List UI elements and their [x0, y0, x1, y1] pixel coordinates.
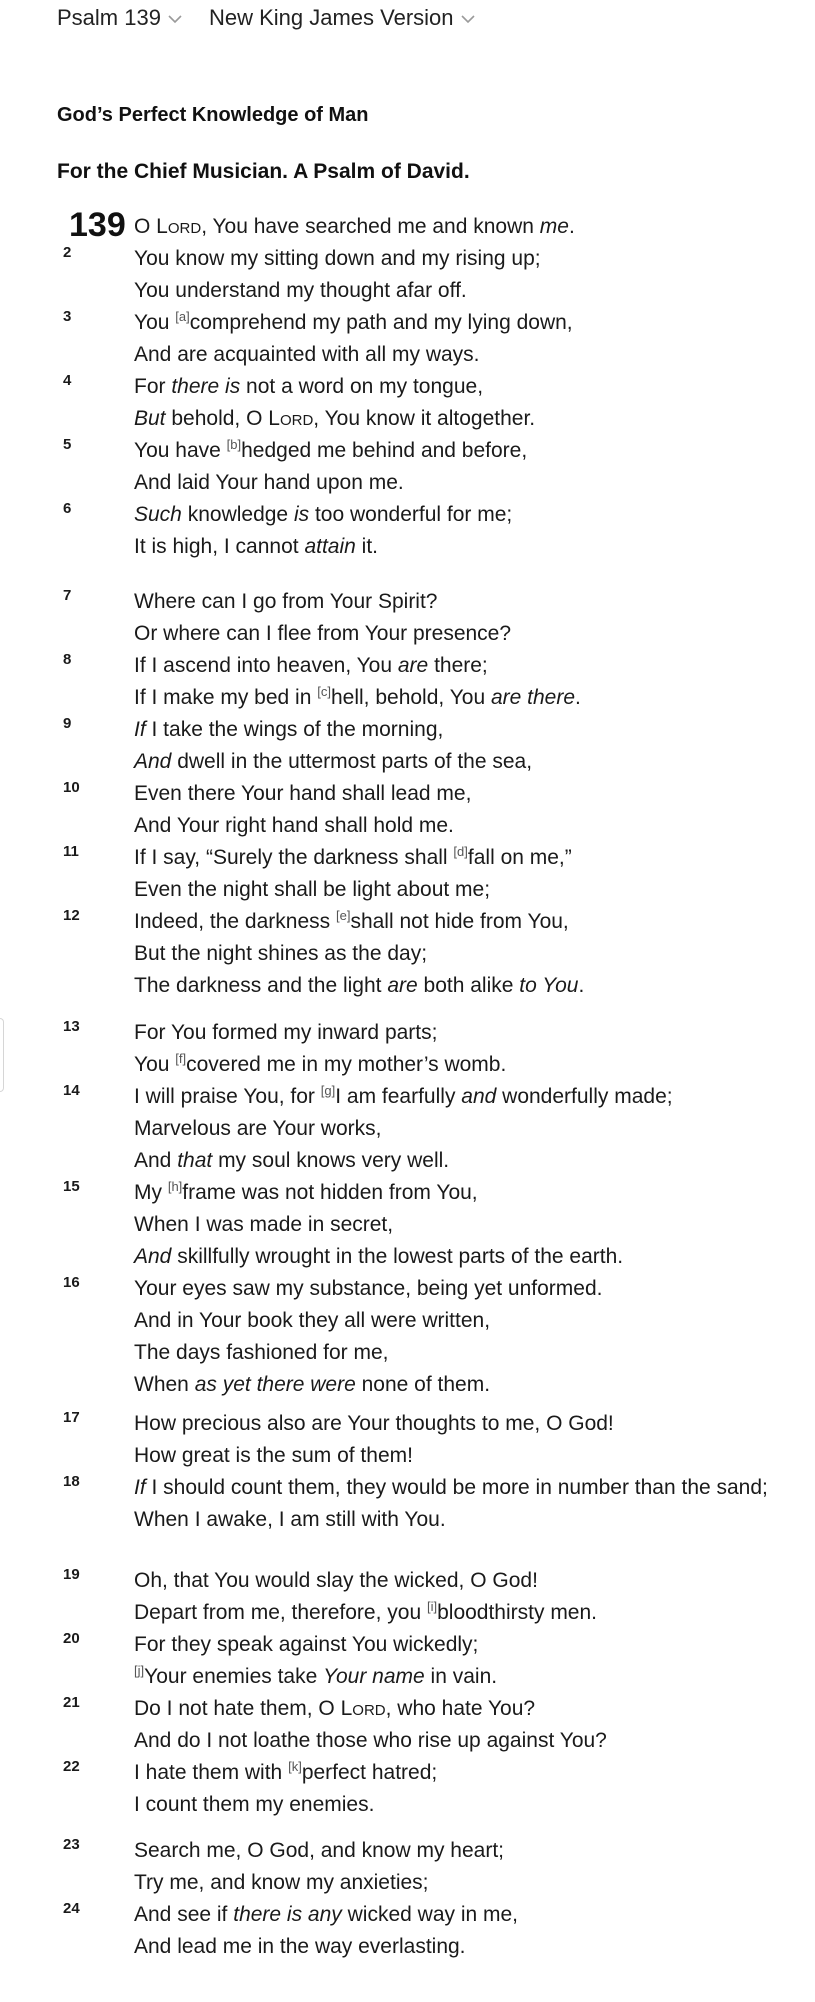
verse-number: 12 [63, 907, 80, 924]
verse-line: And see if there is any wicked way in me, [134, 1903, 519, 1926]
verse-line: And in Your book they all were written, [134, 1309, 491, 1332]
verse-line: Or where can I flee from Your presence? [134, 622, 512, 645]
footnote-link[interactable]: [j] [134, 1663, 145, 1678]
book-chapter-label: Psalm 139 [57, 5, 161, 30]
verse-number: 10 [63, 779, 80, 796]
verse-line: Indeed, the darkness [e]shall not hide from You, [134, 908, 569, 933]
version-label: New King James Version [208, 5, 454, 30]
verse-line: But behold, O Lord, You know it altogether. [134, 407, 536, 430]
side-panel-handle[interactable] [0, 1018, 4, 1092]
verse-number: 24 [63, 1900, 80, 1917]
verse-number: 3 [63, 308, 72, 325]
verse-line: And are acquainted with all my ways. [134, 343, 480, 366]
psalm-superscription: For the Chief Musician. A Psalm of David. [57, 160, 470, 183]
verse-number: 15 [63, 1178, 80, 1195]
version-selector[interactable] [209, 5, 476, 31]
chevron-down-icon [460, 11, 476, 27]
verse-line: Your eyes saw my substance, being yet unformed. [134, 1277, 603, 1300]
footnote-link[interactable]: [f] [175, 1051, 187, 1066]
verse-number: 2 [63, 244, 72, 261]
verse-line: If I should count them, they would be more in number than the sand; [134, 1476, 768, 1499]
verse-line: When I was made in secret, [134, 1213, 394, 1236]
verse-line: Try me, and know my anxieties; [134, 1871, 429, 1894]
footnote-link[interactable]: [i] [426, 1599, 438, 1614]
verse-number: 19 [63, 1566, 80, 1583]
book-chapter-selector[interactable] [57, 5, 183, 31]
verse-line: Oh, that You would slay the wicked, O God! [134, 1569, 538, 1592]
verse-line: And laid Your hand upon me. [134, 471, 404, 494]
footnote-link[interactable]: [g] [320, 1083, 336, 1098]
verse-line: The days fashioned for me, [134, 1341, 389, 1364]
verse-line: When I awake, I am still with You. [134, 1508, 446, 1531]
divine-name: Lord [268, 407, 314, 430]
verse-line: But the night shines as the day; [134, 942, 428, 965]
verse-line: You [a]comprehend my path and my lying down, [134, 309, 573, 334]
verse-line: [j]Your enemies take Your name in vain. [134, 1663, 498, 1688]
verse-line: And skillfully wrought in the lowest parts of the earth. [134, 1245, 624, 1268]
verse-line: My [h]frame was not hidden from You, [134, 1179, 478, 1204]
verse-line: I will praise You, for [g]I am fearfully and wonderfully made; [134, 1083, 673, 1108]
verse-line: If I say, “Surely the darkness shall [d]fall on me,” [134, 844, 572, 869]
footnote-link[interactable]: [a] [175, 309, 190, 324]
verse-line: And lead me in the way everlasting. [134, 1935, 466, 1958]
verse-line: When as yet there were none of them. [134, 1373, 491, 1396]
chapter-number: 139 [69, 206, 126, 244]
verse-line: You have [b]hedged me behind and before, [134, 437, 528, 462]
verse-number: 16 [63, 1274, 80, 1291]
verse-line: And that my soul knows very well. [134, 1149, 450, 1172]
verse-line: And do I not loathe those who rise up against You? [134, 1729, 607, 1752]
verse-line: Such knowledge is too wonderful for me; [134, 503, 513, 526]
verse-line: Where can I go from Your Spirit? [134, 590, 438, 613]
verse-line: Depart from me, therefore, you [i]bloodthirsty men. [134, 1599, 598, 1624]
footnote-link[interactable]: [k] [288, 1759, 302, 1774]
verse-line: I count them my enemies. [134, 1793, 375, 1816]
verse-line: Marvelous are Your works, [134, 1117, 382, 1140]
verse-line: If I ascend into heaven, You are there; [134, 654, 488, 677]
verse-line: For there is not a word on my tongue, [134, 375, 484, 398]
verse-number: 9 [63, 715, 72, 732]
verse-line: And Your right hand shall hold me. [134, 814, 454, 837]
verse-number: 4 [63, 372, 72, 389]
divine-name: Lord [156, 215, 202, 238]
verse-line: Even there Your hand shall lead me, [134, 782, 472, 805]
verse-number: 18 [63, 1473, 80, 1490]
verse-number: 8 [63, 651, 72, 668]
verse-number: 5 [63, 436, 72, 453]
verse-number: 20 [63, 1630, 80, 1647]
verse-line: I hate them with [k]perfect hatred; [134, 1759, 438, 1784]
verse-line: Do I not hate them, O Lord, who hate You? [134, 1697, 536, 1720]
divine-name: Lord [340, 1697, 386, 1720]
verse-line: For they speak against You wickedly; [134, 1633, 479, 1656]
verse-line: The darkness and the light are both alike to You. [134, 974, 585, 997]
verse-line: For You formed my inward parts; [134, 1021, 438, 1044]
verse-number: 17 [63, 1409, 80, 1426]
footnote-link[interactable]: [c] [317, 684, 331, 699]
top-bar [57, 4, 502, 32]
verse-line: It is high, I cannot attain it. [134, 535, 378, 558]
chevron-down-icon [167, 11, 183, 27]
verse-number: 11 [63, 843, 79, 860]
verse-line: Even the night shall be light about me; [134, 878, 491, 901]
verse-number: 7 [63, 587, 72, 604]
footnote-link[interactable]: [d] [453, 844, 468, 859]
verse-number: 6 [63, 500, 72, 517]
verse-line: If I make my bed in [c]hell, behold, You are there. [134, 684, 581, 709]
footnote-link[interactable]: [b] [226, 437, 242, 452]
verse-line: You understand my thought afar off. [134, 279, 467, 302]
section-heading: God’s Perfect Knowledge of Man [57, 104, 369, 126]
verse-line: How precious also are Your thoughts to me, O God! [134, 1412, 614, 1435]
footnote-link[interactable]: [h] [167, 1179, 183, 1194]
verse-line: You know my sitting down and my rising up; [134, 247, 541, 270]
verse-number: 23 [63, 1836, 80, 1853]
verse-line: And dwell in the uttermost parts of the sea, [134, 750, 533, 773]
verse-number: 14 [63, 1082, 80, 1099]
verse-number: 21 [63, 1694, 80, 1711]
footnote-link[interactable]: [e] [335, 908, 351, 923]
verse-line: How great is the sum of them! [134, 1444, 413, 1467]
verse-number: 22 [63, 1758, 80, 1775]
verse-line: You [f]covered me in my mother’s womb. [134, 1051, 507, 1076]
verse-number: 13 [63, 1018, 80, 1035]
verse-line: If I take the wings of the morning, [134, 718, 444, 741]
verse-line: O Lord, You have searched me and known me. [134, 215, 575, 238]
verse-line: Search me, O God, and know my heart; [134, 1839, 505, 1862]
